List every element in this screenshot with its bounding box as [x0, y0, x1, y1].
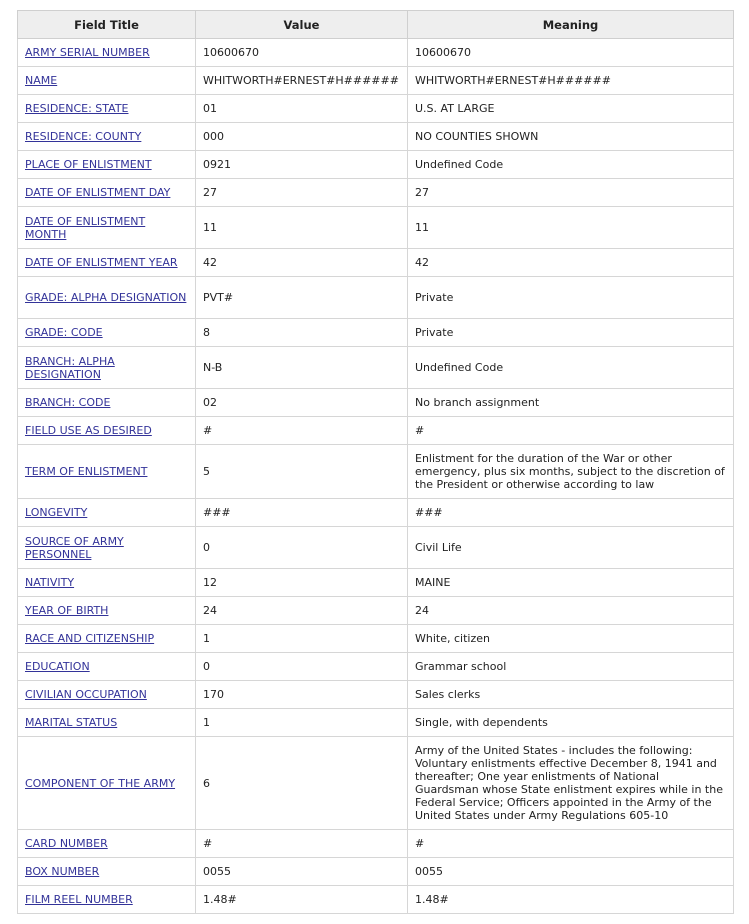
- field-title-cell: [18, 681, 196, 709]
- field-meaning: Army of the United States - includes the following: Voluntary enlistments effective December 8, 1941 and thereafter; One year enlistments of National Guardsman whose State enlistment expires while in the Federal Service; Officers appointed in the Army of the United States under Army Regulations 605-10: [415, 744, 723, 822]
- meaning-cell: [408, 249, 734, 277]
- field-value: 11: [203, 221, 217, 234]
- meaning-cell: [408, 445, 734, 499]
- field-title-link[interactable]: DATE OF ENLISTMENT DAY: [25, 186, 171, 199]
- table-row: [18, 123, 734, 151]
- field-title-link[interactable]: GRADE: CODE: [25, 326, 103, 339]
- field-title-cell: [18, 653, 196, 681]
- value-cell: [196, 67, 408, 95]
- field-meaning: 24: [415, 604, 429, 617]
- field-title-link[interactable]: BRANCH: CODE: [25, 396, 111, 409]
- value-cell: [196, 858, 408, 886]
- field-title-link[interactable]: RESIDENCE: COUNTY: [25, 130, 142, 143]
- table-row: [18, 858, 734, 886]
- field-title-cell: [18, 858, 196, 886]
- field-title-link[interactable]: CIVILIAN OCCUPATION: [25, 688, 147, 701]
- table-row: [18, 179, 734, 207]
- field-meaning: #: [415, 424, 425, 437]
- field-title-link[interactable]: LONGEVITY: [25, 506, 88, 519]
- table-row: [18, 653, 734, 681]
- table-row: [18, 681, 734, 709]
- table-row: [18, 417, 734, 445]
- meaning-cell: [408, 830, 734, 858]
- header-field-title: Field Title: [18, 11, 196, 39]
- field-title-cell: [18, 207, 196, 249]
- field-title-cell: [18, 95, 196, 123]
- field-title-cell: [18, 39, 196, 67]
- meaning-cell: [408, 319, 734, 347]
- table-row: [18, 319, 734, 347]
- table-row: [18, 39, 734, 67]
- value-cell: [196, 277, 408, 319]
- field-title-cell: [18, 249, 196, 277]
- field-meaning: #: [415, 837, 425, 850]
- value-cell: [196, 95, 408, 123]
- record-table-container: [17, 10, 733, 914]
- value-cell: [196, 653, 408, 681]
- table-row: [18, 445, 734, 499]
- field-title-link[interactable]: PLACE OF ENLISTMENT: [25, 158, 152, 171]
- table-row: [18, 151, 734, 179]
- field-meaning: Sales clerks: [415, 688, 481, 701]
- table-row: [18, 249, 734, 277]
- field-title-link[interactable]: TERM OF ENLISTMENT: [25, 465, 148, 478]
- field-title-link[interactable]: BOX NUMBER: [25, 865, 100, 878]
- value-cell: [196, 830, 408, 858]
- field-title-cell: [18, 277, 196, 319]
- meaning-cell: [408, 151, 734, 179]
- field-meaning: 27: [415, 186, 429, 199]
- field-title-link[interactable]: BRANCH: ALPHA DESIGNATION: [25, 354, 115, 381]
- value-cell: [196, 347, 408, 389]
- field-value: 6: [203, 776, 210, 790]
- field-title-link[interactable]: FIELD USE AS DESIRED: [25, 424, 152, 437]
- meaning-cell: [408, 207, 734, 249]
- value-cell: [196, 886, 408, 914]
- field-title-link[interactable]: CARD NUMBER: [25, 837, 108, 850]
- meaning-cell: [408, 569, 734, 597]
- field-meaning: 11: [415, 221, 429, 234]
- field-value: #: [203, 837, 213, 850]
- field-title-cell: [18, 179, 196, 207]
- header-value: Value: [196, 11, 408, 39]
- meaning-cell: [408, 886, 734, 914]
- table-row: [18, 207, 734, 249]
- table-row: [18, 527, 734, 569]
- meaning-cell: [408, 123, 734, 151]
- field-title-cell: [18, 151, 196, 179]
- field-title-cell: [18, 709, 196, 737]
- header-meaning: Meaning: [408, 11, 734, 39]
- field-value: 01: [203, 102, 217, 115]
- meaning-cell: [408, 67, 734, 95]
- table-row: [18, 499, 734, 527]
- field-meaning: Undefined Code: [415, 361, 504, 374]
- meaning-cell: [408, 347, 734, 389]
- field-meaning: No branch assignment: [415, 396, 540, 409]
- value-cell: [196, 709, 408, 737]
- field-value: 02: [203, 396, 217, 409]
- field-title-link[interactable]: COMPONENT OF THE ARMY: [25, 776, 176, 790]
- field-value: 170: [203, 688, 224, 701]
- value-cell: [196, 527, 408, 569]
- field-meaning: Grammar school: [415, 660, 507, 673]
- table-row: [18, 737, 734, 830]
- meaning-cell: [408, 95, 734, 123]
- field-meaning: 10600670: [415, 46, 471, 59]
- field-title-link[interactable]: RESIDENCE: STATE: [25, 102, 129, 115]
- meaning-cell: [408, 737, 734, 830]
- field-value: 000: [203, 130, 224, 143]
- meaning-cell: [408, 597, 734, 625]
- field-title-link[interactable]: MARITAL STATUS: [25, 716, 118, 729]
- field-meaning: Civil Life: [415, 541, 462, 554]
- field-title-cell: [18, 67, 196, 95]
- field-value: 1: [203, 716, 210, 729]
- field-title-link[interactable]: DATE OF ENLISTMENT YEAR: [25, 256, 178, 269]
- field-title-link[interactable]: GRADE: ALPHA DESIGNATION: [25, 291, 187, 304]
- field-value: 42: [203, 256, 217, 269]
- field-title-cell: [18, 569, 196, 597]
- field-value: 0: [203, 541, 210, 554]
- value-cell: [196, 681, 408, 709]
- value-cell: [196, 319, 408, 347]
- table-row: [18, 597, 734, 625]
- meaning-cell: [408, 625, 734, 653]
- table-row: [18, 347, 734, 389]
- value-cell: [196, 597, 408, 625]
- table-row: [18, 709, 734, 737]
- field-meaning: NO COUNTIES SHOWN: [415, 130, 539, 143]
- meaning-cell: [408, 858, 734, 886]
- field-title-cell: [18, 830, 196, 858]
- field-meaning: 0055: [415, 865, 443, 878]
- value-cell: [196, 417, 408, 445]
- field-title-cell: [18, 625, 196, 653]
- field-value: 1: [203, 632, 210, 645]
- field-title-link[interactable]: DATE OF ENLISTMENT MONTH: [25, 214, 146, 241]
- table-row: [18, 830, 734, 858]
- field-title-link[interactable]: YEAR OF BIRTH: [25, 604, 109, 617]
- field-title-link[interactable]: FILM REEL NUMBER: [25, 893, 133, 906]
- field-meaning: ###: [415, 506, 443, 519]
- table-row: [18, 389, 734, 417]
- field-value: WHITWORTH#ERNEST#H######: [203, 74, 399, 87]
- field-value: N-B: [203, 361, 223, 374]
- value-cell: [196, 445, 408, 499]
- field-value: PVT#: [203, 291, 234, 304]
- meaning-cell: [408, 709, 734, 737]
- field-value: ###: [203, 506, 231, 519]
- field-title-cell: [18, 499, 196, 527]
- field-value: 12: [203, 576, 217, 589]
- field-title-cell: [18, 319, 196, 347]
- value-cell: [196, 123, 408, 151]
- value-cell: [196, 249, 408, 277]
- meaning-cell: [408, 417, 734, 445]
- field-title-link[interactable]: ARMY SERIAL NUMBER: [25, 46, 150, 59]
- field-value: #: [203, 424, 213, 437]
- field-value: 8: [203, 326, 210, 339]
- meaning-cell: [408, 389, 734, 417]
- field-meaning: Undefined Code: [415, 158, 504, 171]
- field-title-cell: [18, 597, 196, 625]
- field-meaning: MAINE: [415, 576, 451, 589]
- value-cell: [196, 207, 408, 249]
- field-meaning: 42: [415, 256, 429, 269]
- field-value: 27: [203, 186, 217, 199]
- field-title-link[interactable]: NATIVITY: [25, 576, 75, 589]
- meaning-cell: [408, 39, 734, 67]
- value-cell: [196, 179, 408, 207]
- table-row: [18, 625, 734, 653]
- table-row: [18, 277, 734, 319]
- table-row: [18, 95, 734, 123]
- value-cell: [196, 39, 408, 67]
- field-title-cell: [18, 389, 196, 417]
- field-meaning: Private: [415, 326, 454, 339]
- field-title-cell: [18, 737, 196, 830]
- table-header-row: [18, 11, 734, 39]
- value-cell: [196, 389, 408, 417]
- value-cell: [196, 625, 408, 653]
- value-cell: [196, 151, 408, 179]
- field-title-cell: [18, 123, 196, 151]
- table-row: [18, 67, 734, 95]
- field-value: 5: [203, 465, 210, 478]
- field-meaning: WHITWORTH#ERNEST#H######: [415, 74, 611, 87]
- field-value: 0055: [203, 865, 231, 878]
- field-value: 0: [203, 660, 210, 673]
- meaning-cell: [408, 681, 734, 709]
- field-title-cell: [18, 527, 196, 569]
- meaning-cell: [408, 499, 734, 527]
- field-meaning: White, citizen: [415, 632, 490, 645]
- field-meaning: Private: [415, 291, 454, 304]
- field-title-link[interactable]: RACE AND CITIZENSHIP: [25, 632, 155, 645]
- field-title-link[interactable]: EDUCATION: [25, 660, 90, 673]
- field-meaning: Single, with dependents: [415, 716, 548, 729]
- field-title-link[interactable]: SOURCE OF ARMY PERSONNEL: [25, 534, 124, 561]
- field-title-cell: [18, 347, 196, 389]
- meaning-cell: [408, 653, 734, 681]
- field-value: 0921: [203, 158, 231, 171]
- value-cell: [196, 499, 408, 527]
- meaning-cell: [408, 277, 734, 319]
- field-title-link[interactable]: NAME: [25, 74, 58, 87]
- field-meaning: Enlistment for the duration of the War or other emergency, plus six months, subject to the discretion of the President or otherwise according to law: [415, 452, 725, 491]
- meaning-cell: [408, 527, 734, 569]
- value-cell: [196, 569, 408, 597]
- field-value: 24: [203, 604, 217, 617]
- field-value: 10600670: [203, 46, 259, 59]
- enlistment-record-table: [17, 10, 734, 914]
- value-cell: [196, 737, 408, 830]
- field-title-cell: [18, 886, 196, 914]
- table-row: [18, 569, 734, 597]
- field-meaning: 1.48#: [415, 893, 449, 906]
- field-meaning: U.S. AT LARGE: [415, 102, 495, 115]
- field-title-cell: [18, 417, 196, 445]
- field-value: 1.48#: [203, 893, 237, 906]
- field-title-cell: [18, 445, 196, 499]
- table-row: [18, 886, 734, 914]
- meaning-cell: [408, 179, 734, 207]
